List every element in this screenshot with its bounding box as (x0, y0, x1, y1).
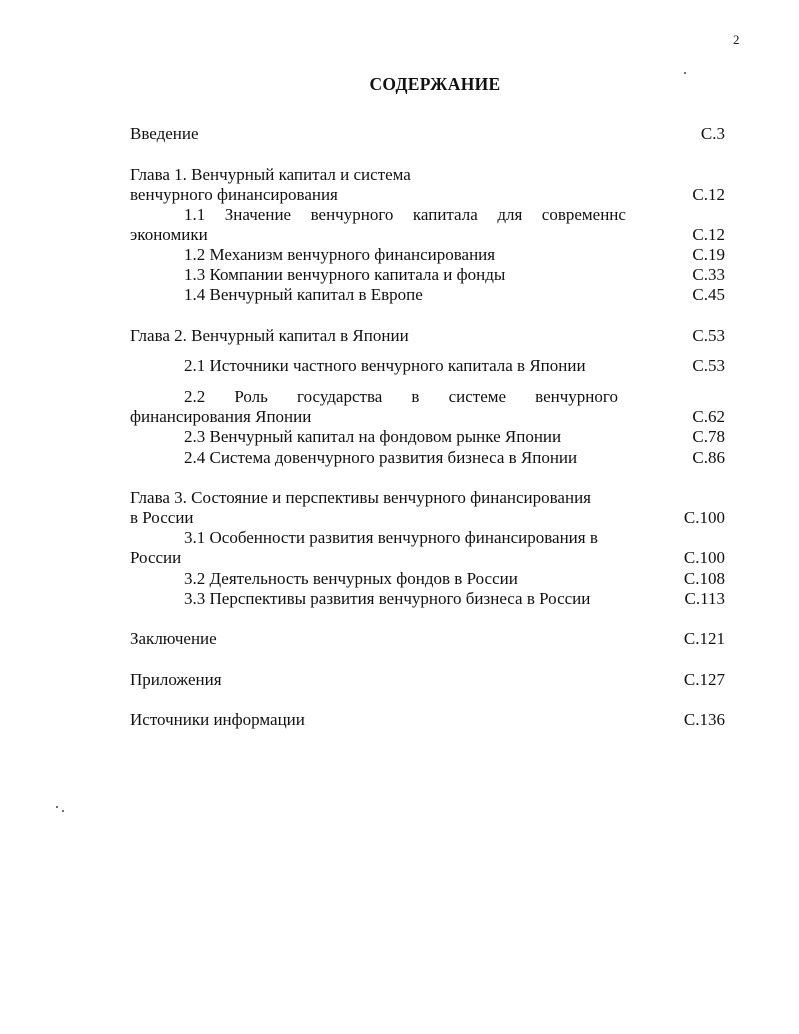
toc-conclusion-page: С.121 (683, 629, 725, 648)
toc-appendices-label: Приложения (130, 670, 222, 689)
word: современнс (541, 205, 626, 224)
toc-section-1-1-page: С.12 (692, 225, 725, 244)
toc-section-1-3: 1.3 Компании венчурного капитала и фонды (184, 265, 506, 284)
toc-conclusion-label: Заключение (130, 629, 217, 648)
toc-section-2-1: 2.1 Источники частного венчурного капитала в Японии (184, 356, 586, 375)
word: венчурного (310, 205, 394, 224)
toc-section-3-2: 3.2 Деятельность венчурных фондов в России (184, 569, 518, 588)
toc-sources-page: С.136 (683, 710, 725, 729)
toc-section-1-1-line1 (184, 205, 626, 225)
toc-section-1-1-line2: экономики (130, 225, 208, 244)
page-title: СОДЕРЖАНИЕ (369, 74, 501, 94)
word: 1.1 (184, 205, 206, 224)
toc-section-3-2-page: С.108 (683, 569, 725, 588)
toc-section-3-1-line1: 3.1 Особенности развития венчурного финансирования в (184, 528, 598, 547)
word: венчурного (535, 387, 618, 406)
toc-chapter1-page: С.12 (692, 185, 725, 204)
toc-sources-label: Источники информации (130, 710, 305, 729)
toc-chapter1-title-line2: венчурного финансирования (130, 185, 338, 204)
toc-section-1-3-page: С.33 (692, 265, 725, 284)
toc-chapter2-title: Глава 2. Венчурный капитал в Японии (130, 326, 409, 345)
toc-section-3-1-page: С.100 (683, 548, 725, 567)
toc-section-2-2-line1 (184, 387, 618, 407)
toc-section-1-2-page: С.19 (692, 245, 725, 264)
toc-section-3-3-page: С.113 (684, 589, 725, 608)
toc-section-1-4-page: С.45 (692, 285, 725, 304)
toc-intro-label: Введение (130, 124, 199, 143)
toc-chapter3-title-line1: Глава 3. Состояние и перспективы венчурного финансирования (130, 488, 591, 507)
scan-speck (56, 806, 58, 808)
scan-speck (62, 810, 64, 812)
word: Значение (224, 205, 292, 224)
toc-chapter3-page: С.100 (683, 508, 725, 527)
toc-section-2-4-page: С.86 (692, 448, 725, 467)
toc-intro-page: С.3 (700, 124, 725, 143)
toc-chapter1-title-line1: Глава 1. Венчурный капитал и система (130, 165, 411, 184)
toc-section-2-3-page: С.78 (692, 427, 725, 446)
toc-section-2-1-page: С.53 (692, 356, 725, 375)
toc-section-2-3: 2.3 Венчурный капитал на фондовом рынке Японии (184, 427, 562, 446)
page-number: 2 (733, 32, 740, 47)
toc-section-2-2-page: С.62 (692, 407, 725, 426)
toc-section-3-3: 3.3 Перспективы развития венчурного бизнеса в России (184, 589, 591, 608)
toc-section-1-4: 1.4 Венчурный капитал в Европе (184, 285, 423, 304)
toc-appendices-page: С.127 (683, 670, 725, 689)
scan-speck (684, 72, 686, 74)
word: Роль (234, 387, 268, 406)
word: для (497, 205, 523, 224)
toc-chapter2-page: С.53 (692, 326, 725, 345)
toc-section-1-2: 1.2 Механизм венчурного финансирования (184, 245, 496, 264)
word: государства (297, 387, 383, 406)
word: капитала (412, 205, 478, 224)
word: 2.2 (184, 387, 206, 406)
word: системе (448, 387, 507, 406)
toc-section-2-2-line2: финансирования Японии (130, 407, 312, 426)
toc-section-2-4: 2.4 Система довенчурного развития бизнеса в Японии (184, 448, 578, 467)
toc-chapter3-title-line2: в России (130, 508, 194, 527)
word: в (411, 387, 420, 406)
toc-section-3-1-line2: России (130, 548, 182, 567)
